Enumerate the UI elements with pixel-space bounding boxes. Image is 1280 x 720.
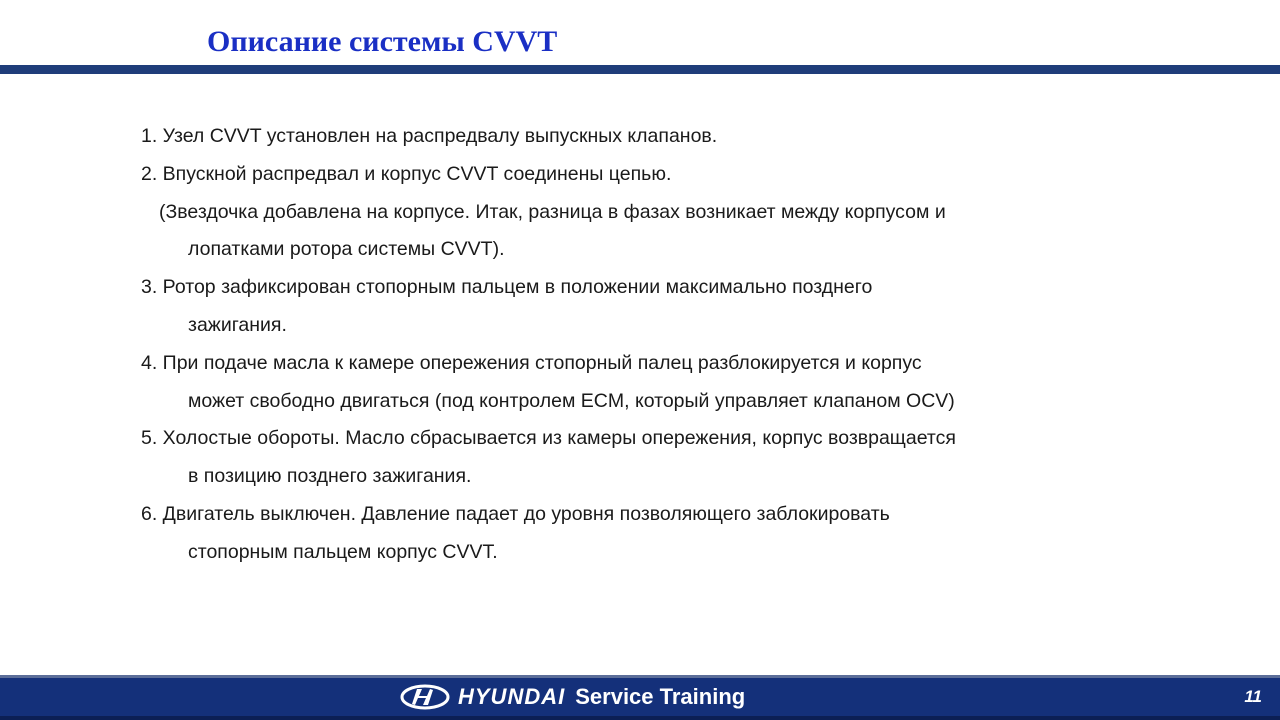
body-line: (Звездочка добавлена на корпусе. Итак, разница в фазах возникает между корпусом и [159, 200, 946, 223]
body-line: 3. Ротор зафиксирован стопорным пальцем в положении максимально позднего [141, 276, 873, 299]
footer-brand: HYUNDAI [458, 684, 566, 709]
body-line: 6. Двигатель выключен. Давление падает до уровня позволяющего заблокировать [141, 502, 890, 525]
hyundai-logo-icon [400, 684, 450, 710]
body-line: 1. Узел CVVT установлен на распредвалу выпускных клапанов. [141, 125, 718, 147]
slide-title: Описание системы CVVT [207, 25, 558, 58]
body-line: в позицию позднего зажигания. [188, 465, 472, 488]
body-line: 4. При подаче масла к камере опережения стопорный палец разблокируется и корпус [141, 351, 922, 374]
page-number: 11 [1244, 687, 1262, 706]
body-line: стопорным пальцем корпус CVVT. [188, 540, 498, 563]
body-line: лопатками ротора системы CVVT). [188, 238, 505, 261]
body-line: зажигания. [188, 313, 287, 336]
slide-body [141, 118, 1201, 572]
footer-tagline: Service Training [575, 684, 746, 709]
body-line: 2. Впускной распредвал и корпус CVVT соединены цепью. [141, 162, 672, 185]
footer-logo [400, 684, 745, 710]
title-divider [0, 65, 1280, 74]
body-line: может свободно двигаться (под контролем ECM, который управляет клапаном OCV) [188, 389, 955, 412]
footer-bar [0, 678, 1280, 716]
body-line: 5. Холостые обороты. Масло сбрасывается из камеры опережения, корпус возвращается [141, 427, 956, 450]
footer-bottom-strip [0, 716, 1280, 720]
